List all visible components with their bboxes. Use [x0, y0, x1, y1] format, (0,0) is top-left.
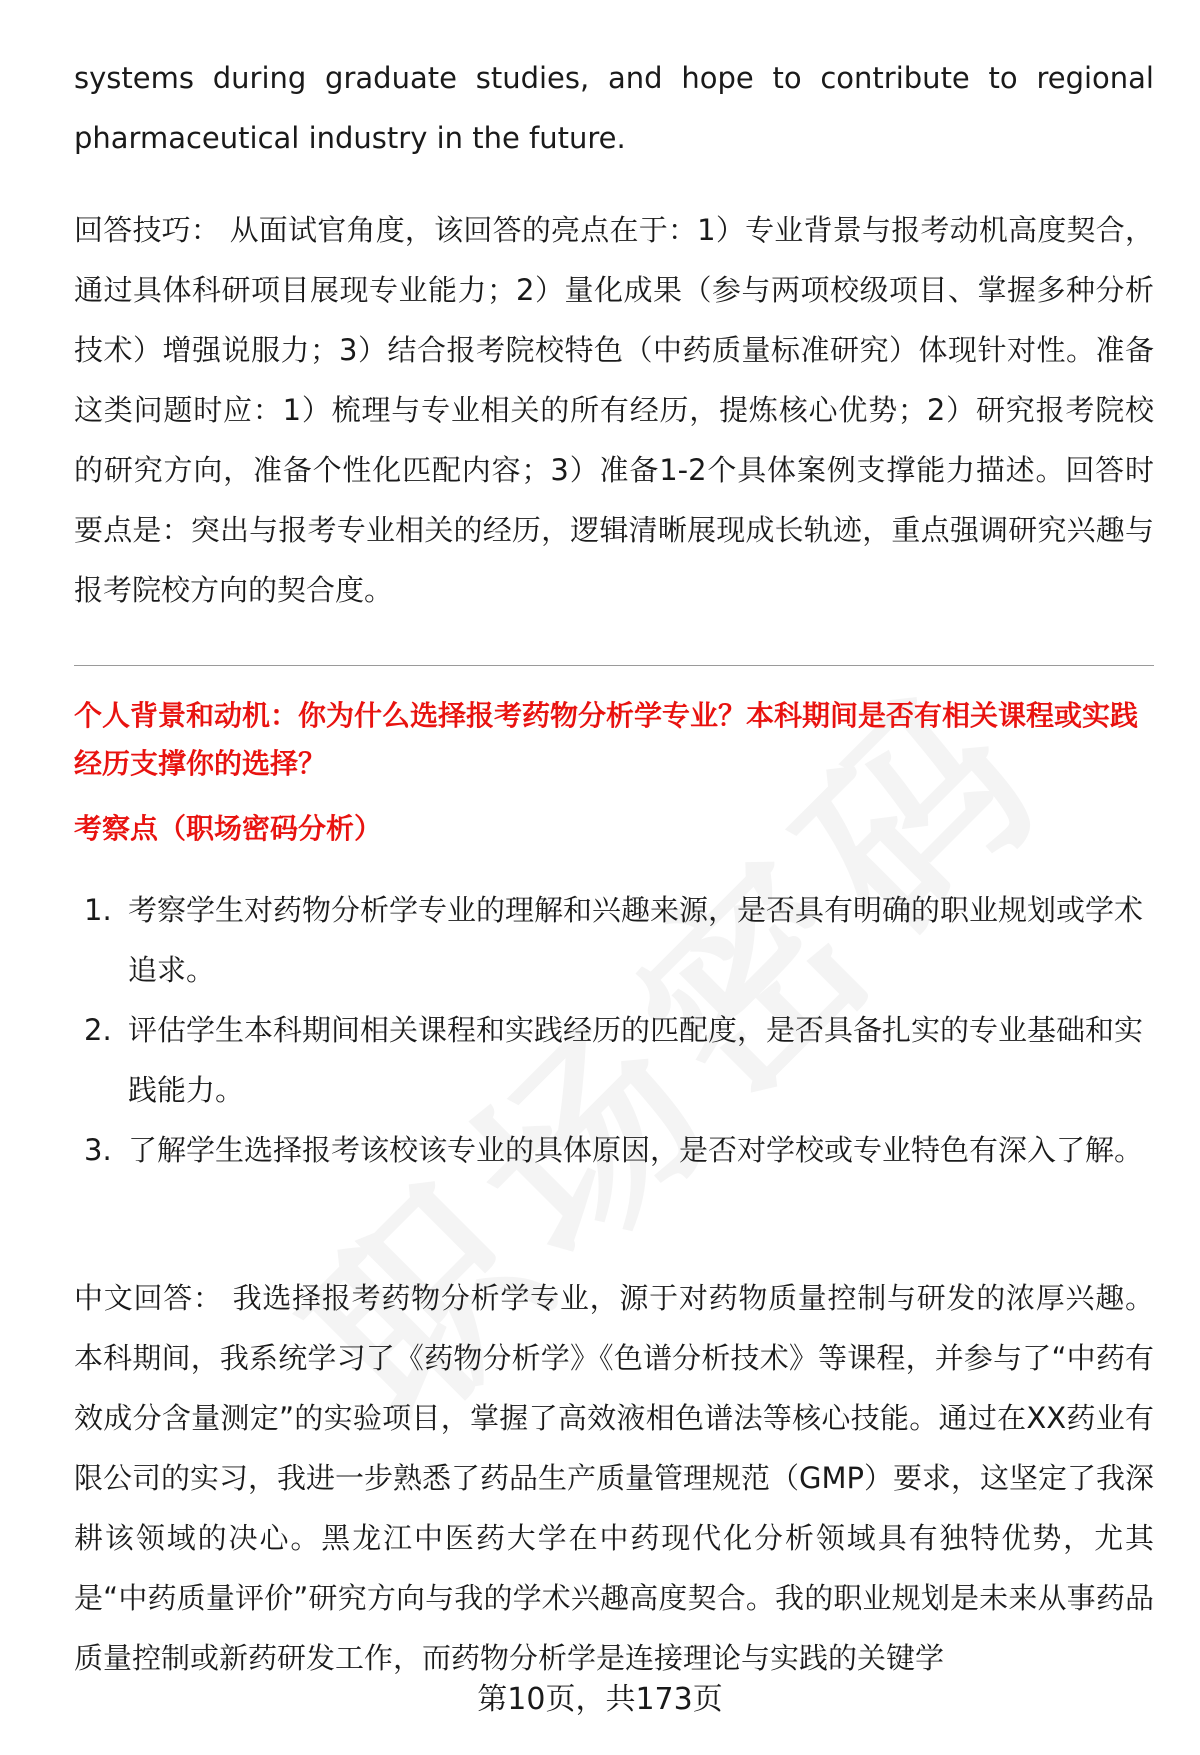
- section-title: 考察点（职场密码分析）: [74, 812, 383, 845]
- question-heading: 个人背景和动机：你为什么选择报考药物分析学专业？本科期间是否有相关课程或实践经历支撑你的选择？: [74, 699, 1139, 780]
- chinese-answer: 中文回答： 我选择报考药物分析学专业，源于对药物质量控制与研发的浓厚兴趣。本科期间，我系统学习了《药物分析学》《色谱分析技术》等课程，并参与了“中药有效成分含量测定”的实验项目，掌握了高效液相色谱法等核心技能。通过在XX药业有限公司的实习，我进一步熟悉了药品生产质量管理规范（GMP）要求，这坚定了我深耕该领域的决心。黑龙江中医药大学在中药现代化分析领域具有独特优势，尤其是“中药质量评价”研究方向与我的学术兴趣高度契合。我的职业规划是未来从事药品质量控制或新药研发工作，而药物分析学是连接理论与实践的关键学: [74, 1281, 1154, 1675]
- assessment-points-list: [74, 880, 1154, 1180]
- answer-tips: 回答技巧： 从面试官角度，该回答的亮点在于：1）专业背景与报考动机高度契合，通过具体科研项目展现专业能力；2）量化成果（参与两项校级项目、掌握多种分析技术）增强说服力；3）结合报考院校特色（中药质量标准研究）体现针对性。准备这类问题时应：1）梳理与专业相关的所有经历，提炼核心优势；2）研究报考院校的研究方向，准备个性化匹配内容；3）准备1-2个具体案例支撑能力描述。回答时要点是：突出与报考专业相关的经历，逻辑清晰展现成长轨迹，重点强调研究兴趣与报考院校方向的契合度。: [74, 213, 1154, 607]
- list-item-text: 了解学生选择报考该校该专业的具体原因，是否对学校或专业特色有深入了解。: [128, 1133, 1144, 1167]
- page-content: [74, 48, 1154, 620]
- list-item: [74, 1120, 1154, 1180]
- section-divider: [74, 665, 1154, 666]
- list-item: [74, 880, 1154, 1000]
- intro-continuation: systems during graduate studies, and hope to contribute to regional pharmaceutical industry in the future.: [74, 61, 1154, 155]
- list-item-number: 3.: [84, 1133, 112, 1167]
- list-item: [74, 1000, 1154, 1120]
- list-item-number: 1.: [84, 893, 112, 927]
- list-item-text: 评估学生本科期间相关课程和实践经历的匹配度，是否具备扎实的专业基础和实践能力。: [128, 1013, 1144, 1107]
- list-item-number: 2.: [84, 1013, 112, 1047]
- list-item-text: 考察学生对药物分析学专业的理解和兴趣来源，是否具有明确的职业规划或学术追求。: [128, 893, 1144, 987]
- page-footer: 第10页，共173页: [477, 1682, 723, 1717]
